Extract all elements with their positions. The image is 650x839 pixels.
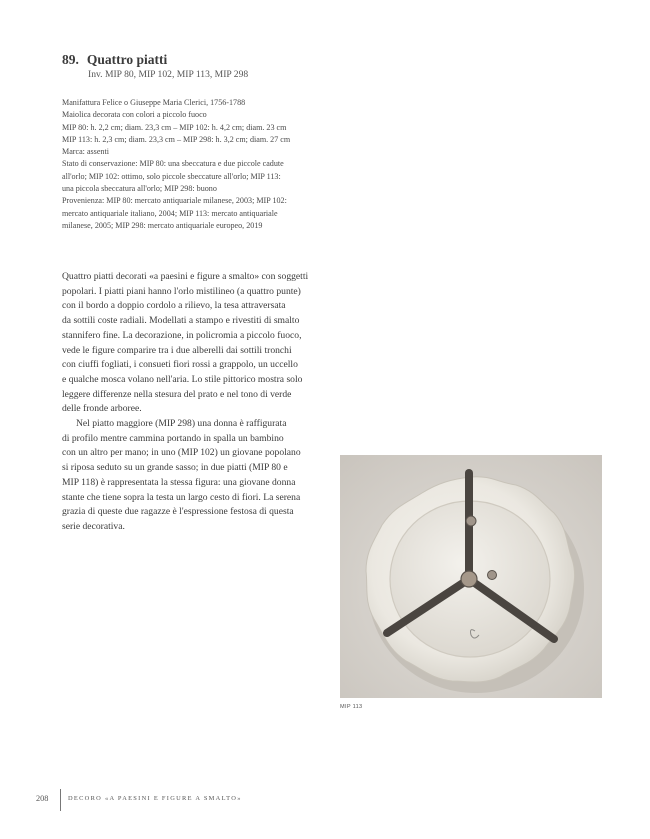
body-text <box>62 270 362 535</box>
meta-line: Stato di conservazione: MIP 80: una sbeccatura e due piccole cadute <box>62 159 284 169</box>
body-line: Nel piatto maggiore (MIP 298) una donna è raffigurata <box>76 418 287 430</box>
catalogue-metadata <box>62 97 362 232</box>
page-number: 208 <box>36 794 49 803</box>
meta-line: Manifattura Felice o Giuseppe Maria Clerici, 1756-1788 <box>62 98 246 107</box>
body-line: MIP 118) è rappresentata la stessa figura: una giovane donna <box>62 476 296 488</box>
entry-heading <box>62 51 167 69</box>
meta-line: MIP 80: h. 2,2 cm; diam. 23,3 cm – MIP 102: h. 4,2 cm; diam. 23 cm <box>62 122 287 132</box>
body-line: stannifero fine. La decorazione, in policromia a piccolo fuoco, <box>62 329 302 341</box>
entry-title: Quattro piatti <box>86 52 168 67</box>
body-line: di profilo mentre cammina portando in spalla un bambino <box>62 432 284 444</box>
meta-line: Maiolica decorata con colori a piccolo fuoco <box>62 110 207 120</box>
body-line: grazia di queste due ragazze è l'espressione festosa di questa <box>62 506 294 518</box>
footer-divider <box>60 789 61 811</box>
meta-line: all'orlo; MIP 102: ottimo, solo piccole sbeccature all'orlo; MIP 113: <box>62 171 281 181</box>
meta-line: milanese, 2005; MIP 298: mercato antiquariale europeo, 2019 <box>62 220 263 230</box>
photo-caption: MIP 113 <box>340 704 363 710</box>
body-line: popolari. I piatti piani hanno l'orlo mistilineo (a quattro punte) <box>62 285 301 297</box>
meta-line: MIP 113: h. 2,3 cm; diam. 23,3 cm – MIP 298: h. 3,2 cm; diam. 27 cm <box>62 134 291 144</box>
body-line: leggere differenze nella stesura del prato e nel tono di verde <box>62 388 292 400</box>
body-line: con il bordo a doppio cordolo a rilievo, la tesa attraversata <box>62 300 286 312</box>
meta-line: mercato antiquariale italiano, 2004; MIP 113: mercato antiquariale <box>62 208 278 218</box>
meta-line: Marca: assenti <box>62 147 109 157</box>
body-line: delle fronde arboree. <box>62 403 142 415</box>
body-line: si riposa seduto su un grande sasso; in due piatti (MIP 80 e <box>62 462 288 474</box>
body-line: stante che tiene sopra la testa un largo cesto di fiori. La serena <box>62 491 301 503</box>
body-line: vede le figure comparire tra i due alberelli dai sottili tronchi <box>62 344 292 356</box>
entry-number: 89. <box>62 52 79 67</box>
body-line: serie decorativa. <box>62 520 125 532</box>
running-head: DECORO «A PAESINI E FIGURE A SMALTO» <box>68 795 242 802</box>
body-line: da sottili coste radiali. Modellati a stampo e rivestiti di smalto <box>62 315 300 327</box>
meta-line: una piccola sbeccatura all'orlo; MIP 298: buono <box>62 184 217 194</box>
inventory-line: Inv. MIP 80, MIP 102, MIP 113, MIP 298 <box>88 69 249 80</box>
body-line: con ciuffi fogliati, i consueti fiori rossi a grappolo, un uccello <box>62 359 298 371</box>
plate-back-image <box>340 455 602 698</box>
body-line: e qualche mosca volano nell'aria. Lo stile pittorico mostra solo <box>62 373 303 385</box>
meta-line: Provenienza: MIP 80: mercato antiquariale milanese, 2003; MIP 102: <box>62 196 287 206</box>
body-line: con un altro per mano; in uno (MIP 102) un giovane popolano <box>62 447 301 459</box>
body-line: Quattro piatti decorati «a paesini e figure a smalto» con soggetti <box>62 271 309 282</box>
plate-photo <box>340 455 602 698</box>
